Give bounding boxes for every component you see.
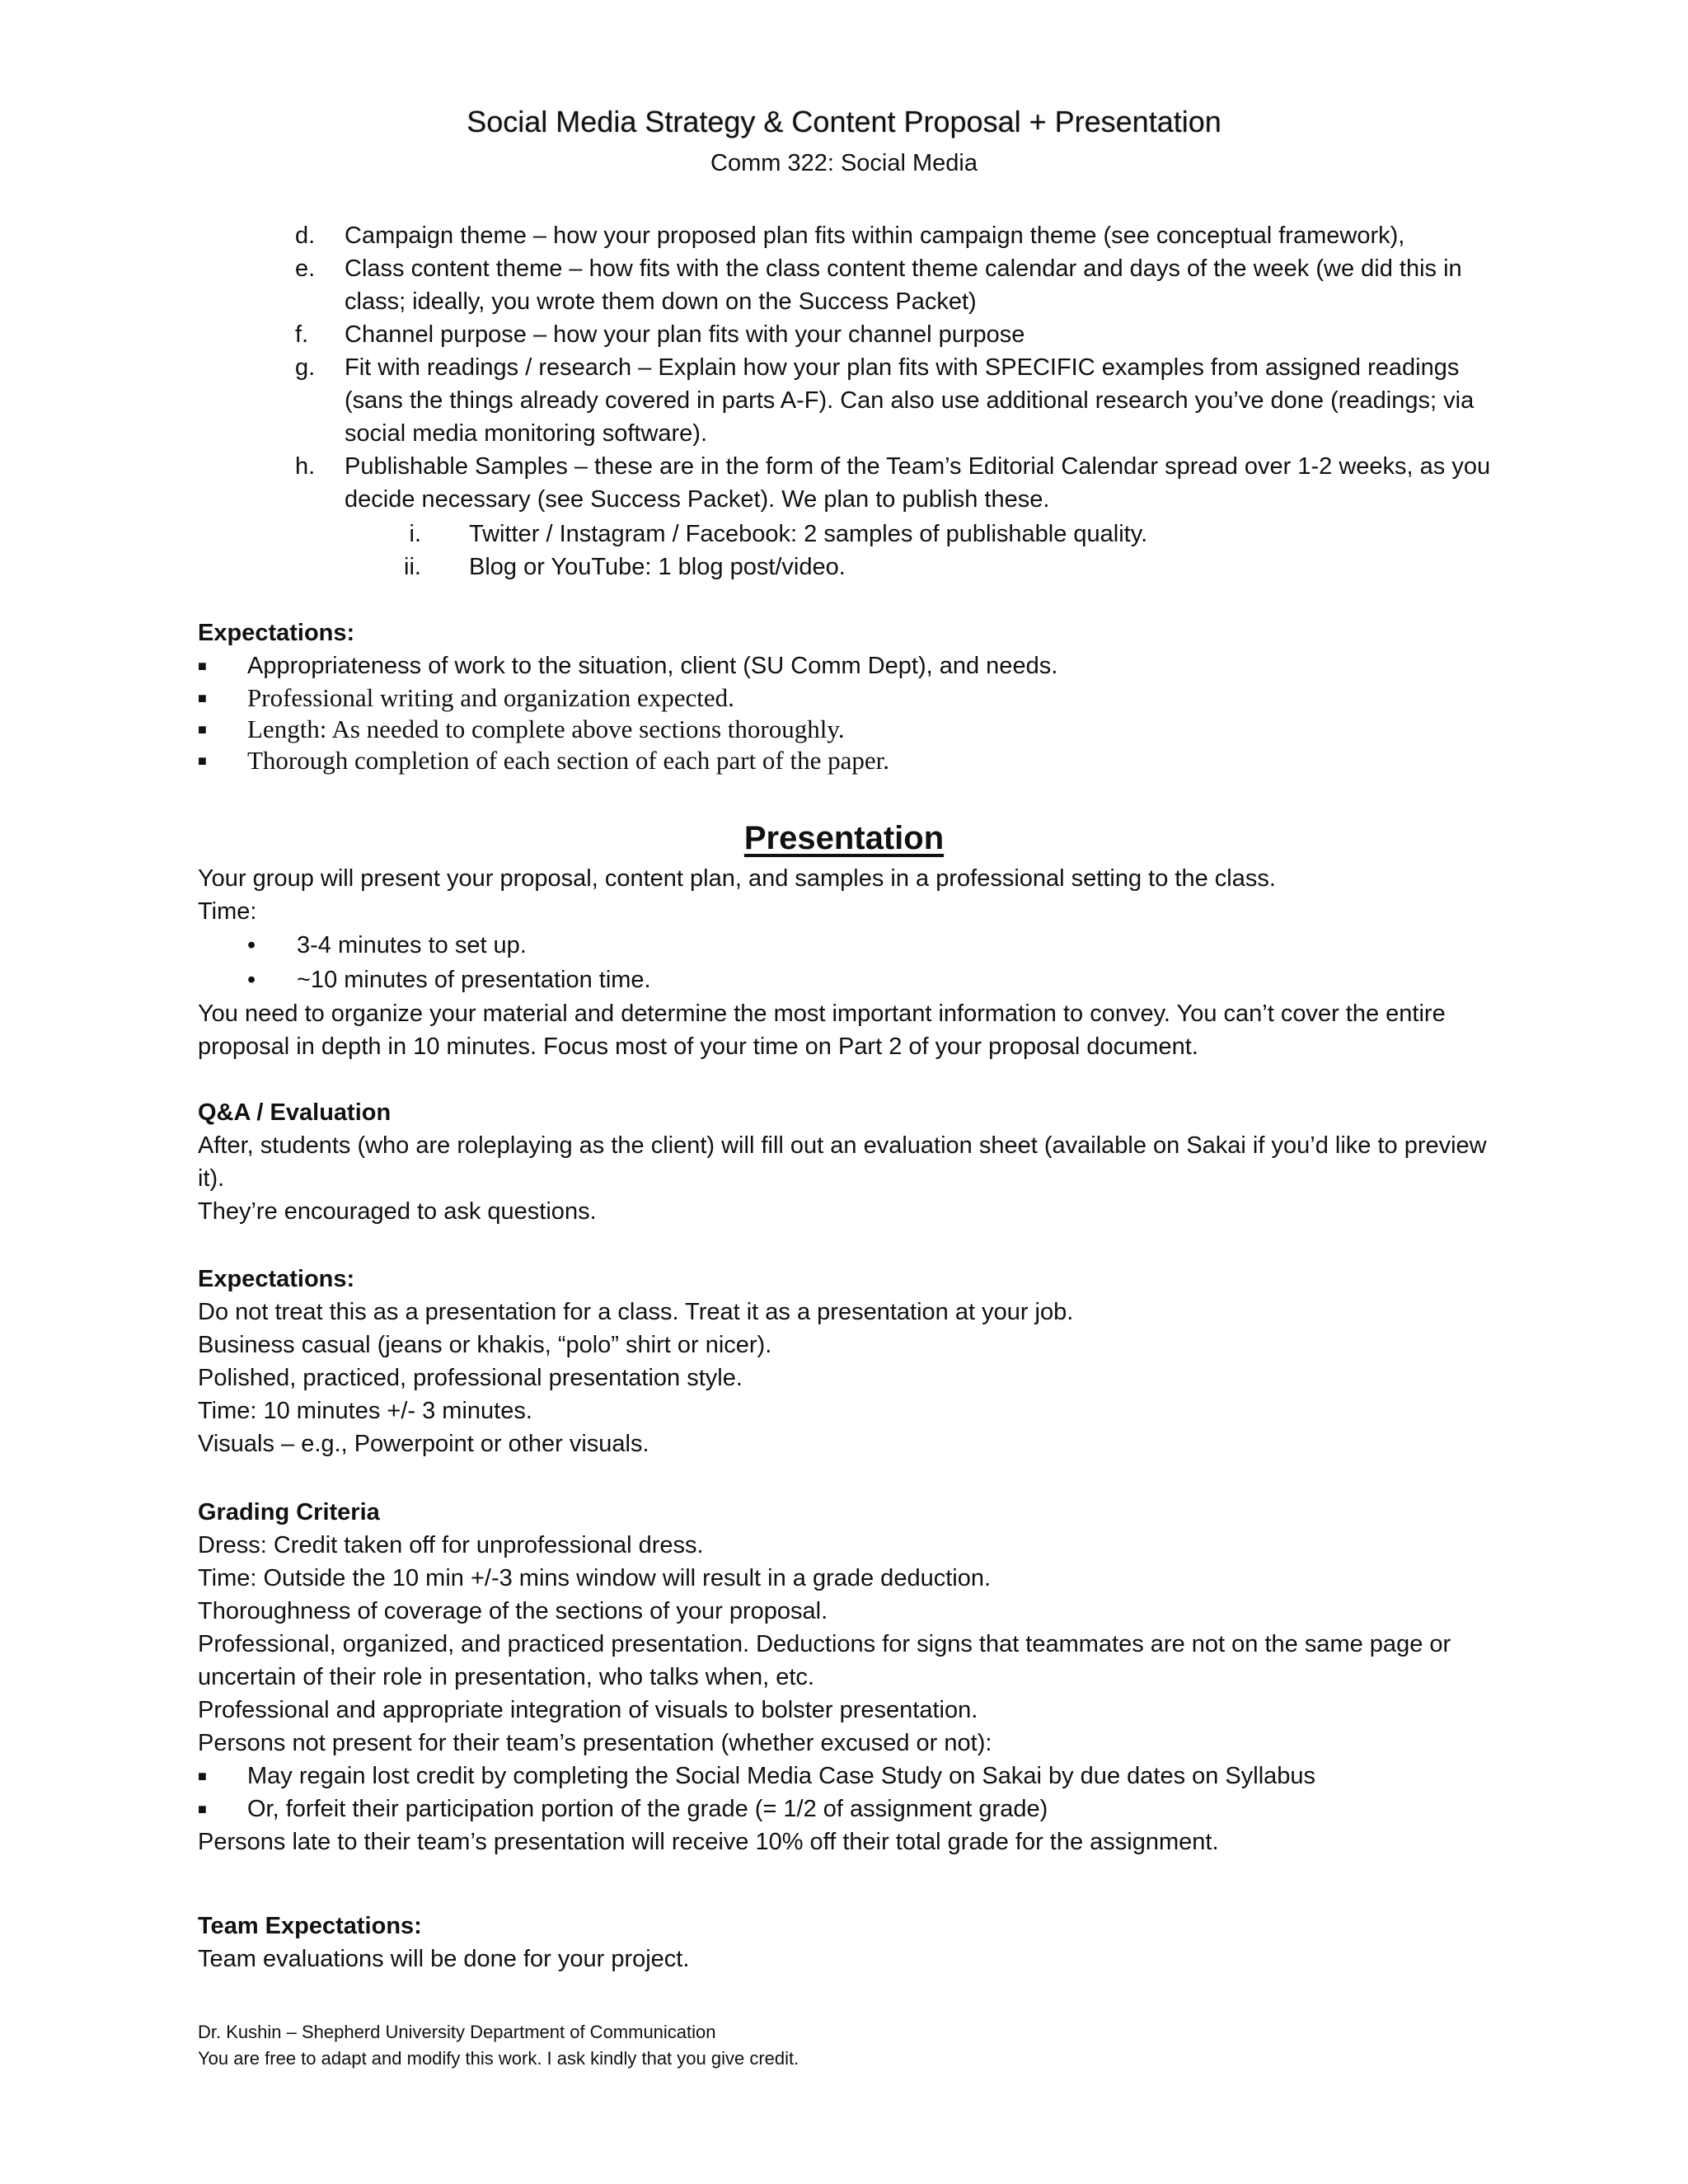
outline-sublist [198,518,1500,583]
qa-section [198,1096,1500,1228]
section-heading: Expectations: [198,620,355,646]
list-marker: d. [295,223,316,249]
qa-paragraph: They’re encouraged to ask questions. [198,1198,597,1225]
list-item-text: Appropriateness of work to the situation, client (SU Comm Dept), and needs. [247,653,1058,679]
list-item-text: May regain lost credit by completing the Social Media Case Study on Sakai by due dates on Syllabus [247,1763,1316,1789]
presentation-heading: Presentation [743,820,945,856]
section-heading: Expectations: [198,1266,355,1292]
list-item [198,649,1500,682]
expectation-line: Time: 10 minutes +/- 3 minutes. [198,1398,532,1424]
square-bullet-icon: ■ [198,721,207,738]
grading-line: Professional, organized, and practiced presentation. Deductions for signs that teammates are not on the same page or uncertain of their role in presentation, who talks when, etc. [198,1631,1451,1690]
footer-line: You are free to adapt and modify this work. I ask kindly that you give credit. [198,2048,799,2069]
list-item [247,928,1500,963]
grading-section [198,1496,1500,1858]
grading-line: Persons not present for their team’s presentation (whether excused or not): [198,1730,992,1756]
list-item-text: Fit with readings / research – Explain how your plan fits with SPECIFIC examples from assigned readings (sans the things already covered in parts A-F). Can also use additional research you’ve done (readings; via social media monitoring software). [345,354,1475,447]
expectation-line: Do not treat this as a presentation for a class. Treat it as a presentation at your job. [198,1299,1074,1325]
qa-paragraph: After, students (who are roleplaying as the client) will fill out an evaluation sheet (available on Sakai if you’d like to preview it). [198,1132,1487,1192]
expectations-list [198,649,1500,776]
list-marker: ii. [404,554,421,580]
bullet-icon: • [247,967,256,993]
list-item-text: 3-4 minutes to set up. [297,932,527,958]
paper-expectations-section [198,616,1500,776]
expectation-line: Polished, practiced, professional presentation style. [198,1365,743,1391]
list-item-text: Or, forfeit their participation portion of the grade (= 1/2 of assignment grade) [247,1796,1048,1822]
list-item-text: Publishable Samples – these are in the form of the Team’s Editorial Calendar spread over 1-2 weeks, as you decide necessary (see Success Packet). We plan to publish these. [345,453,1491,513]
grading-line: Thoroughness of coverage of the sections of your proposal. [198,1598,828,1624]
list-marker: f. [295,321,309,348]
list-item-text: Thorough completion of each section of each part of the paper. [247,746,890,775]
absence-list [198,1760,1500,1825]
time-label: Time: [198,898,257,925]
list-item [198,745,1500,776]
organize-paragraph: You need to organize your material and determine the most important information to convey. You can’t cover the entire proposal in depth in 10 minutes. Focus most of your time on Part 2 of your proposal document. [198,1001,1446,1060]
time-list [198,928,1500,997]
grading-line: Time: Outside the 10 min +/-3 mins window will result in a grade deduction. [198,1565,992,1591]
list-item [198,714,1500,745]
presentation-expectations-section [198,1263,1500,1460]
section-heading: Grading Criteria [198,1499,380,1526]
list-item-text: Twitter / Instagram / Facebook: 2 samples of publishable quality. [469,521,1148,547]
section-heading: Team Expectations: [198,1913,422,1939]
list-item [198,252,1500,318]
section-heading: Q&A / Evaluation [198,1099,392,1126]
grading-line: Persons late to their team’s presentation will receive 10% off their total grade for the assignment. [198,1829,1219,1855]
expectation-line: Business casual (jeans or khakis, “polo” shirt or nicer). [198,1332,772,1358]
list-item [198,219,1500,252]
presentation-intro: Your group will present your proposal, content plan, and samples in a professional setting to the class. [198,865,1276,892]
team-section [198,1910,1500,1975]
team-paragraph: Team evaluations will be done for your project. [198,1946,690,1972]
list-item-text: ~10 minutes of presentation time. [297,967,651,993]
list-item [198,1760,1500,1793]
list-marker: i. [409,521,421,547]
list-item-text: Class content theme – how fits with the class content theme calendar and days of the week (we did this in class; ideally, you wrote them down on the Success Packet) [345,255,1462,315]
list-item [198,351,1500,450]
list-item [198,682,1500,714]
square-bullet-icon: ■ [198,1768,207,1784]
list-item [198,518,1500,551]
bullet-icon: • [247,932,256,958]
page-footer [198,2019,799,2072]
document-subtitle: Comm 322: Social Media [710,150,978,176]
square-bullet-icon: ■ [198,658,207,674]
list-item-text: Length: As needed to complete above sections thoroughly. [247,715,845,743]
square-bullet-icon: ■ [198,1801,207,1817]
list-marker: e. [295,255,316,282]
list-item [198,450,1500,516]
square-bullet-icon: ■ [198,690,207,706]
list-item [198,1793,1500,1825]
list-item [198,551,1500,583]
square-bullet-icon: ■ [198,752,207,769]
presentation-section [198,862,1500,1063]
grading-line: Dress: Credit taken off for unprofessional dress. [198,1532,704,1558]
outline-list [198,219,1500,516]
expectation-line: Visuals – e.g., Powerpoint or other visuals. [198,1431,649,1457]
footer-line: Dr. Kushin – Shepherd University Department of Communication [198,2022,716,2042]
list-item-text: Campaign theme – how your proposed plan fits within campaign theme (see conceptual framework), [345,223,1405,249]
list-item-text: Professional writing and organization expected. [247,683,734,712]
list-item [247,963,1500,997]
list-item-text: Channel purpose – how your plan fits with your channel purpose [345,321,1025,348]
grading-line: Professional and appropriate integration of visuals to bolster presentation. [198,1697,978,1723]
document-title: Social Media Strategy & Content Proposal + Presentation [467,105,1221,138]
list-item-text: Blog or YouTube: 1 blog post/video. [469,554,846,580]
list-marker: g. [295,354,316,381]
list-marker: h. [295,453,316,480]
list-item [198,318,1500,351]
